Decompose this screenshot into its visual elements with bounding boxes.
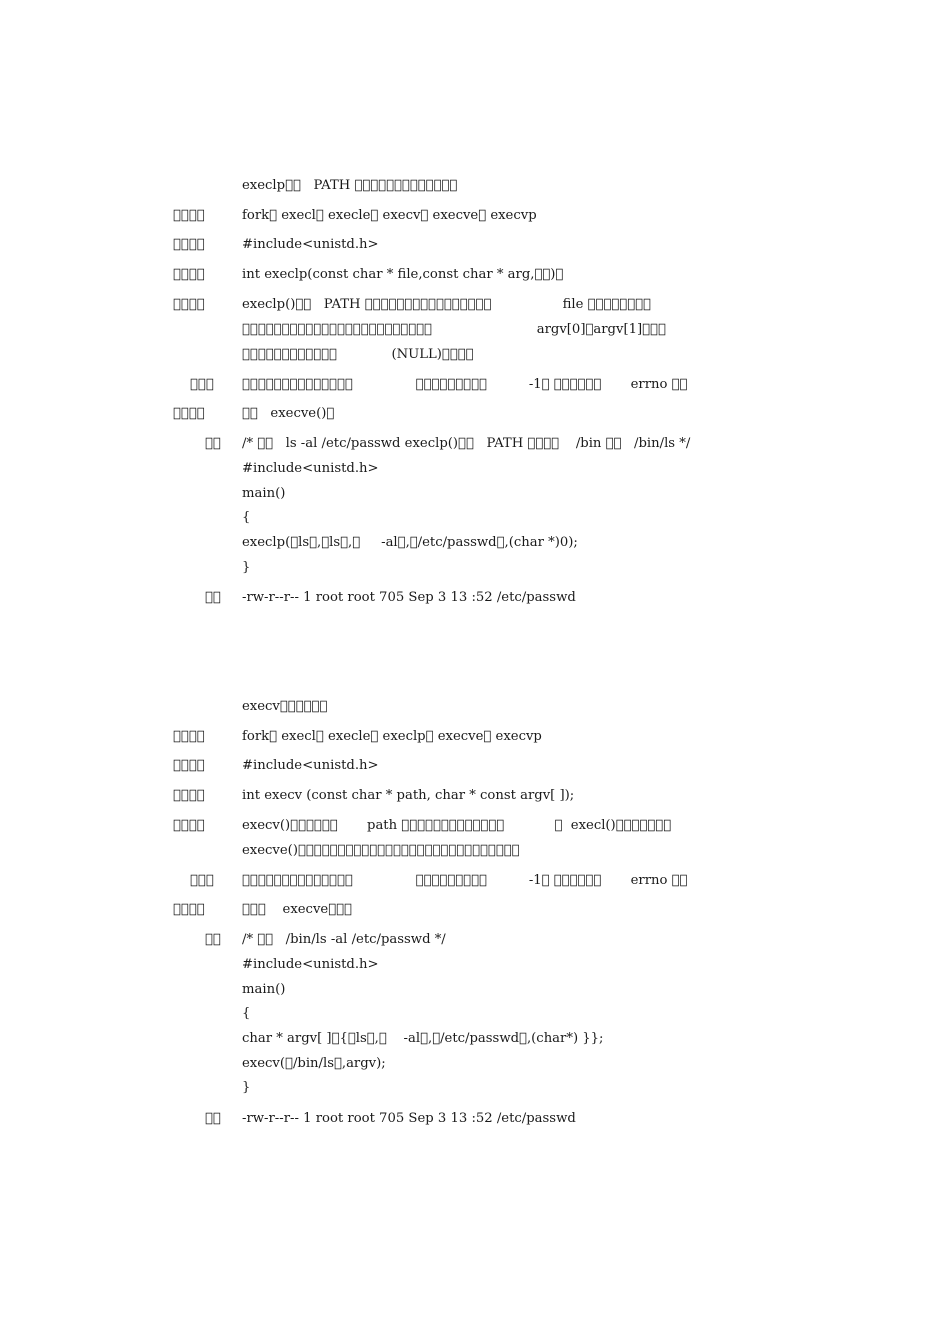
function-signature: int execv (const char * path, char * const argv[ ]);	[242, 788, 575, 803]
related-functions: fork  execl  execle  execlp  execve  execvp	[242, 729, 542, 744]
line-label:     	[173, 297, 205, 312]
function-signature: int execlp(const char * file,const char * arg,  ) 	[242, 267, 564, 282]
line-label:     	[173, 788, 205, 803]
section-title: execv      	[242, 699, 328, 714]
line-label:    	[190, 873, 214, 888]
header-include: #include<unistd.h>	[242, 237, 379, 252]
code-line: char * argv[ ] { ls ,  -al , /etc/passwd ,(char*) }};	[242, 1031, 604, 1046]
code-line: }	[242, 560, 251, 575]
code-line: #include<unistd.h>	[242, 461, 379, 476]
line-label:     	[173, 208, 205, 223]
line-label:     	[173, 237, 205, 252]
code-line: #include<unistd.h>	[242, 957, 379, 972]
description-line:              (NULL)    	[242, 347, 474, 362]
description-line: execv()       path                 execl()       	[242, 818, 672, 833]
related-functions: fork  execl  execle  execv  execve  execvp	[242, 208, 537, 223]
line-label:     	[173, 406, 205, 421]
code-comment: /*    ls -al /etc/passwd execlp()   PATH      /bin    /bin/ls */	[242, 436, 691, 451]
line-label:   	[205, 932, 221, 947]
line-label:     	[173, 729, 205, 744]
header-include: #include<unistd.h>	[242, 758, 379, 773]
note-line:    execve() 	[242, 406, 335, 421]
line-label:     	[173, 758, 205, 773]
line-label:   	[205, 436, 221, 451]
line-label:   	[205, 1111, 221, 1126]
description-line: execve()                            	[242, 843, 520, 858]
line-label:     	[173, 818, 205, 833]
line-label:     	[173, 902, 205, 917]
code-line: }	[242, 1080, 251, 1095]
code-line: execv( /bin/ls ,argv);	[242, 1056, 386, 1071]
note-line:     execve   	[242, 902, 352, 917]
code-line: {	[242, 510, 251, 525]
description-line: execlp()   PATH                  file         	[242, 297, 651, 312]
code-line: main()	[242, 982, 286, 997]
section-title: execlp   PATH              	[242, 178, 458, 193]
line-label:     	[173, 267, 205, 282]
code-line: execlp( ls , ls ,  -al , /etc/passwd ,(char *)0);	[242, 535, 578, 550]
return-value:                          -1         errno   	[242, 377, 688, 392]
code-comment: /*    /bin/ls -al /etc/passwd */	[242, 932, 446, 947]
line-label:   	[205, 590, 221, 605]
output-line: -rw-r--r-- 1 root root 705 Sep 3 13 :52 /etc/passwd	[242, 1111, 576, 1126]
output-line: -rw-r--r-- 1 root root 705 Sep 3 13 :52 /etc/passwd	[242, 590, 576, 605]
code-line: {	[242, 1006, 251, 1021]
code-line: main()	[242, 486, 286, 501]
line-label:    	[190, 377, 214, 392]
return-value:                          -1         errno   	[242, 873, 688, 888]
description-line:                          argv[0] argv[1]   	[242, 322, 666, 337]
